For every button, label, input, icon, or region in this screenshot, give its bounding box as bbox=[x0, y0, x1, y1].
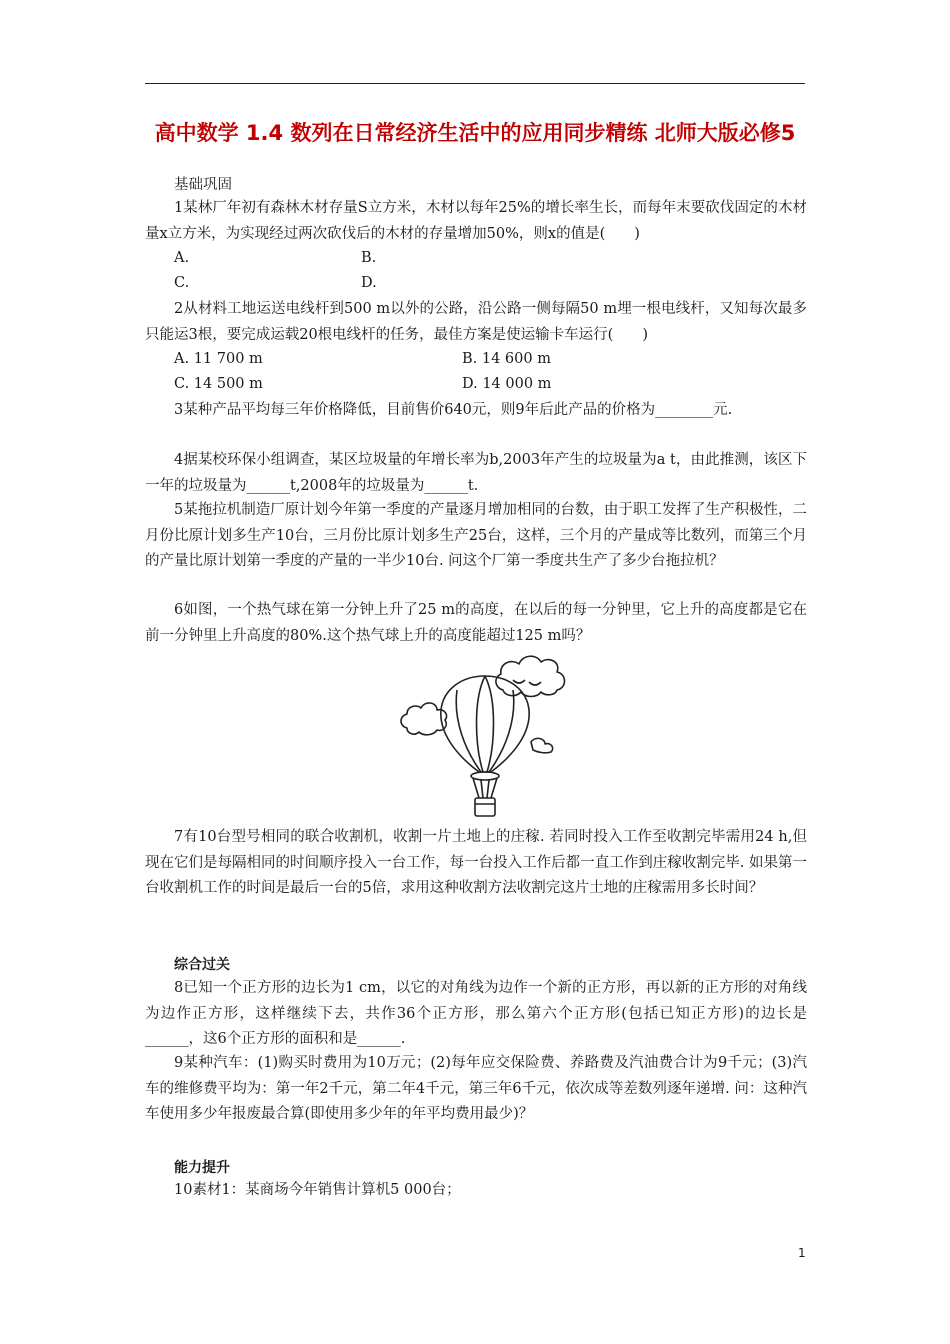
question-3: 3某种产品平均每三年价格降低，目前售价640元，则9年后此产品的价格为________元. bbox=[174, 402, 733, 418]
q2-option-b: B. 14 600 m bbox=[462, 351, 551, 367]
section-comprehensive-heading: 综合过关 bbox=[174, 957, 230, 973]
question-7: 7有10台型号相同的联合收割机，收割一片土地上的庄稼. 若同时投入工作至收割完毕需用24 h,但现在它们是每隔相同的时间顺序投入一台工作，每一台投入工作后都一直工作到庄稼收割完毕. 如果第一台收割机工作的时间是最后一台的5倍，求用这种收割方法收割完这片土地的庄稼需用多长时间？ bbox=[145, 829, 807, 896]
page-title: 高中数学 1.4 数列在日常经济生活中的应用同步精练 北师大版必修5 bbox=[154, 121, 796, 145]
q2-option-d: D. 14 000 m bbox=[462, 376, 552, 392]
question-6: 6如图，一个热气球在第一分钟上升了25 m的高度，在以后的每一分钟里，它上升的高度都是它在前一分钟里上升高度的80%.这个热气球上升的高度能超过125 m吗？ bbox=[145, 602, 807, 644]
header-rule bbox=[145, 83, 805, 84]
q1-option-b: B. bbox=[361, 250, 377, 266]
q2-option-a: A. 11 700 m bbox=[174, 351, 263, 367]
question-1: 1某林厂年初有森林木材存量S立方米，木材以每年25%的增长率生长，而每年末要砍伐固定的木材量x立方米，为实现经过两次砍伐后的木材的存量增加50%，则x的值是( ) bbox=[145, 200, 807, 242]
question-2: 2从材料工地运送电线杆到500 m以外的公路，沿公路一侧每隔50 m埋一根电线杆，又知每次最多只能运3根，要完成运载20根电线杆的任务，最佳方案是使运输卡车运行( ) bbox=[145, 301, 807, 343]
question-5: 5某拖拉机制造厂原计划今年第一季度的产量逐月增加相同的台数，由于职工发挥了生产积极性，二月份比原计划多生产10台，三月份比原计划多生产25台，这样，三个月的产量成等比数列，而第三个月的产量比原计划第一季度的产量的一半少10台. 问这个厂第一季度共生产了多少台拖拉机？ bbox=[145, 502, 807, 569]
question-8: 8已知一个正方形的边长为1 cm，以它的对角线为边作一个新的正方形，再以新的正方形的对角线为边作正方形，这样继续下去，共作36个正方形，那么第六个正方形(包括已知正方形)的边长是______，这6个正方形的面积和是______. bbox=[145, 980, 807, 1047]
hot-air-balloon-figure bbox=[395, 650, 575, 822]
q2-option-c: C. 14 500 m bbox=[174, 376, 263, 392]
question-4: 4据某校环保小组调查，某区垃圾量的年增长率为b,2003年产生的垃圾量为a t，由此推测，该区下一年的垃圾量为______t,2008年的垃圾量为______t. bbox=[145, 452, 807, 494]
q1-option-a: A. bbox=[174, 250, 190, 266]
q1-option-d: D. bbox=[361, 275, 377, 291]
page-number: 1 bbox=[798, 1246, 806, 1260]
section-ability-heading: 能力提升 bbox=[174, 1160, 230, 1176]
section-basic-heading: 基础巩固 bbox=[174, 177, 232, 193]
question-10: 10素材1：某商场今年销售计算机5 000台； bbox=[174, 1182, 461, 1198]
question-9: 9某种汽车：(1)购买时费用为10万元；(2)每年应交保险费、养路费及汽油费合计为9千元；(3)汽车的维修费平均为：第一年2千元，第二年4千元，第三年6千元，依次成等差数列逐年递增. 问：这种汽车使用多少年报废最合算(即使用多少年的年平均费用最少)？ bbox=[145, 1055, 807, 1122]
q1-option-c: C. bbox=[174, 275, 190, 291]
